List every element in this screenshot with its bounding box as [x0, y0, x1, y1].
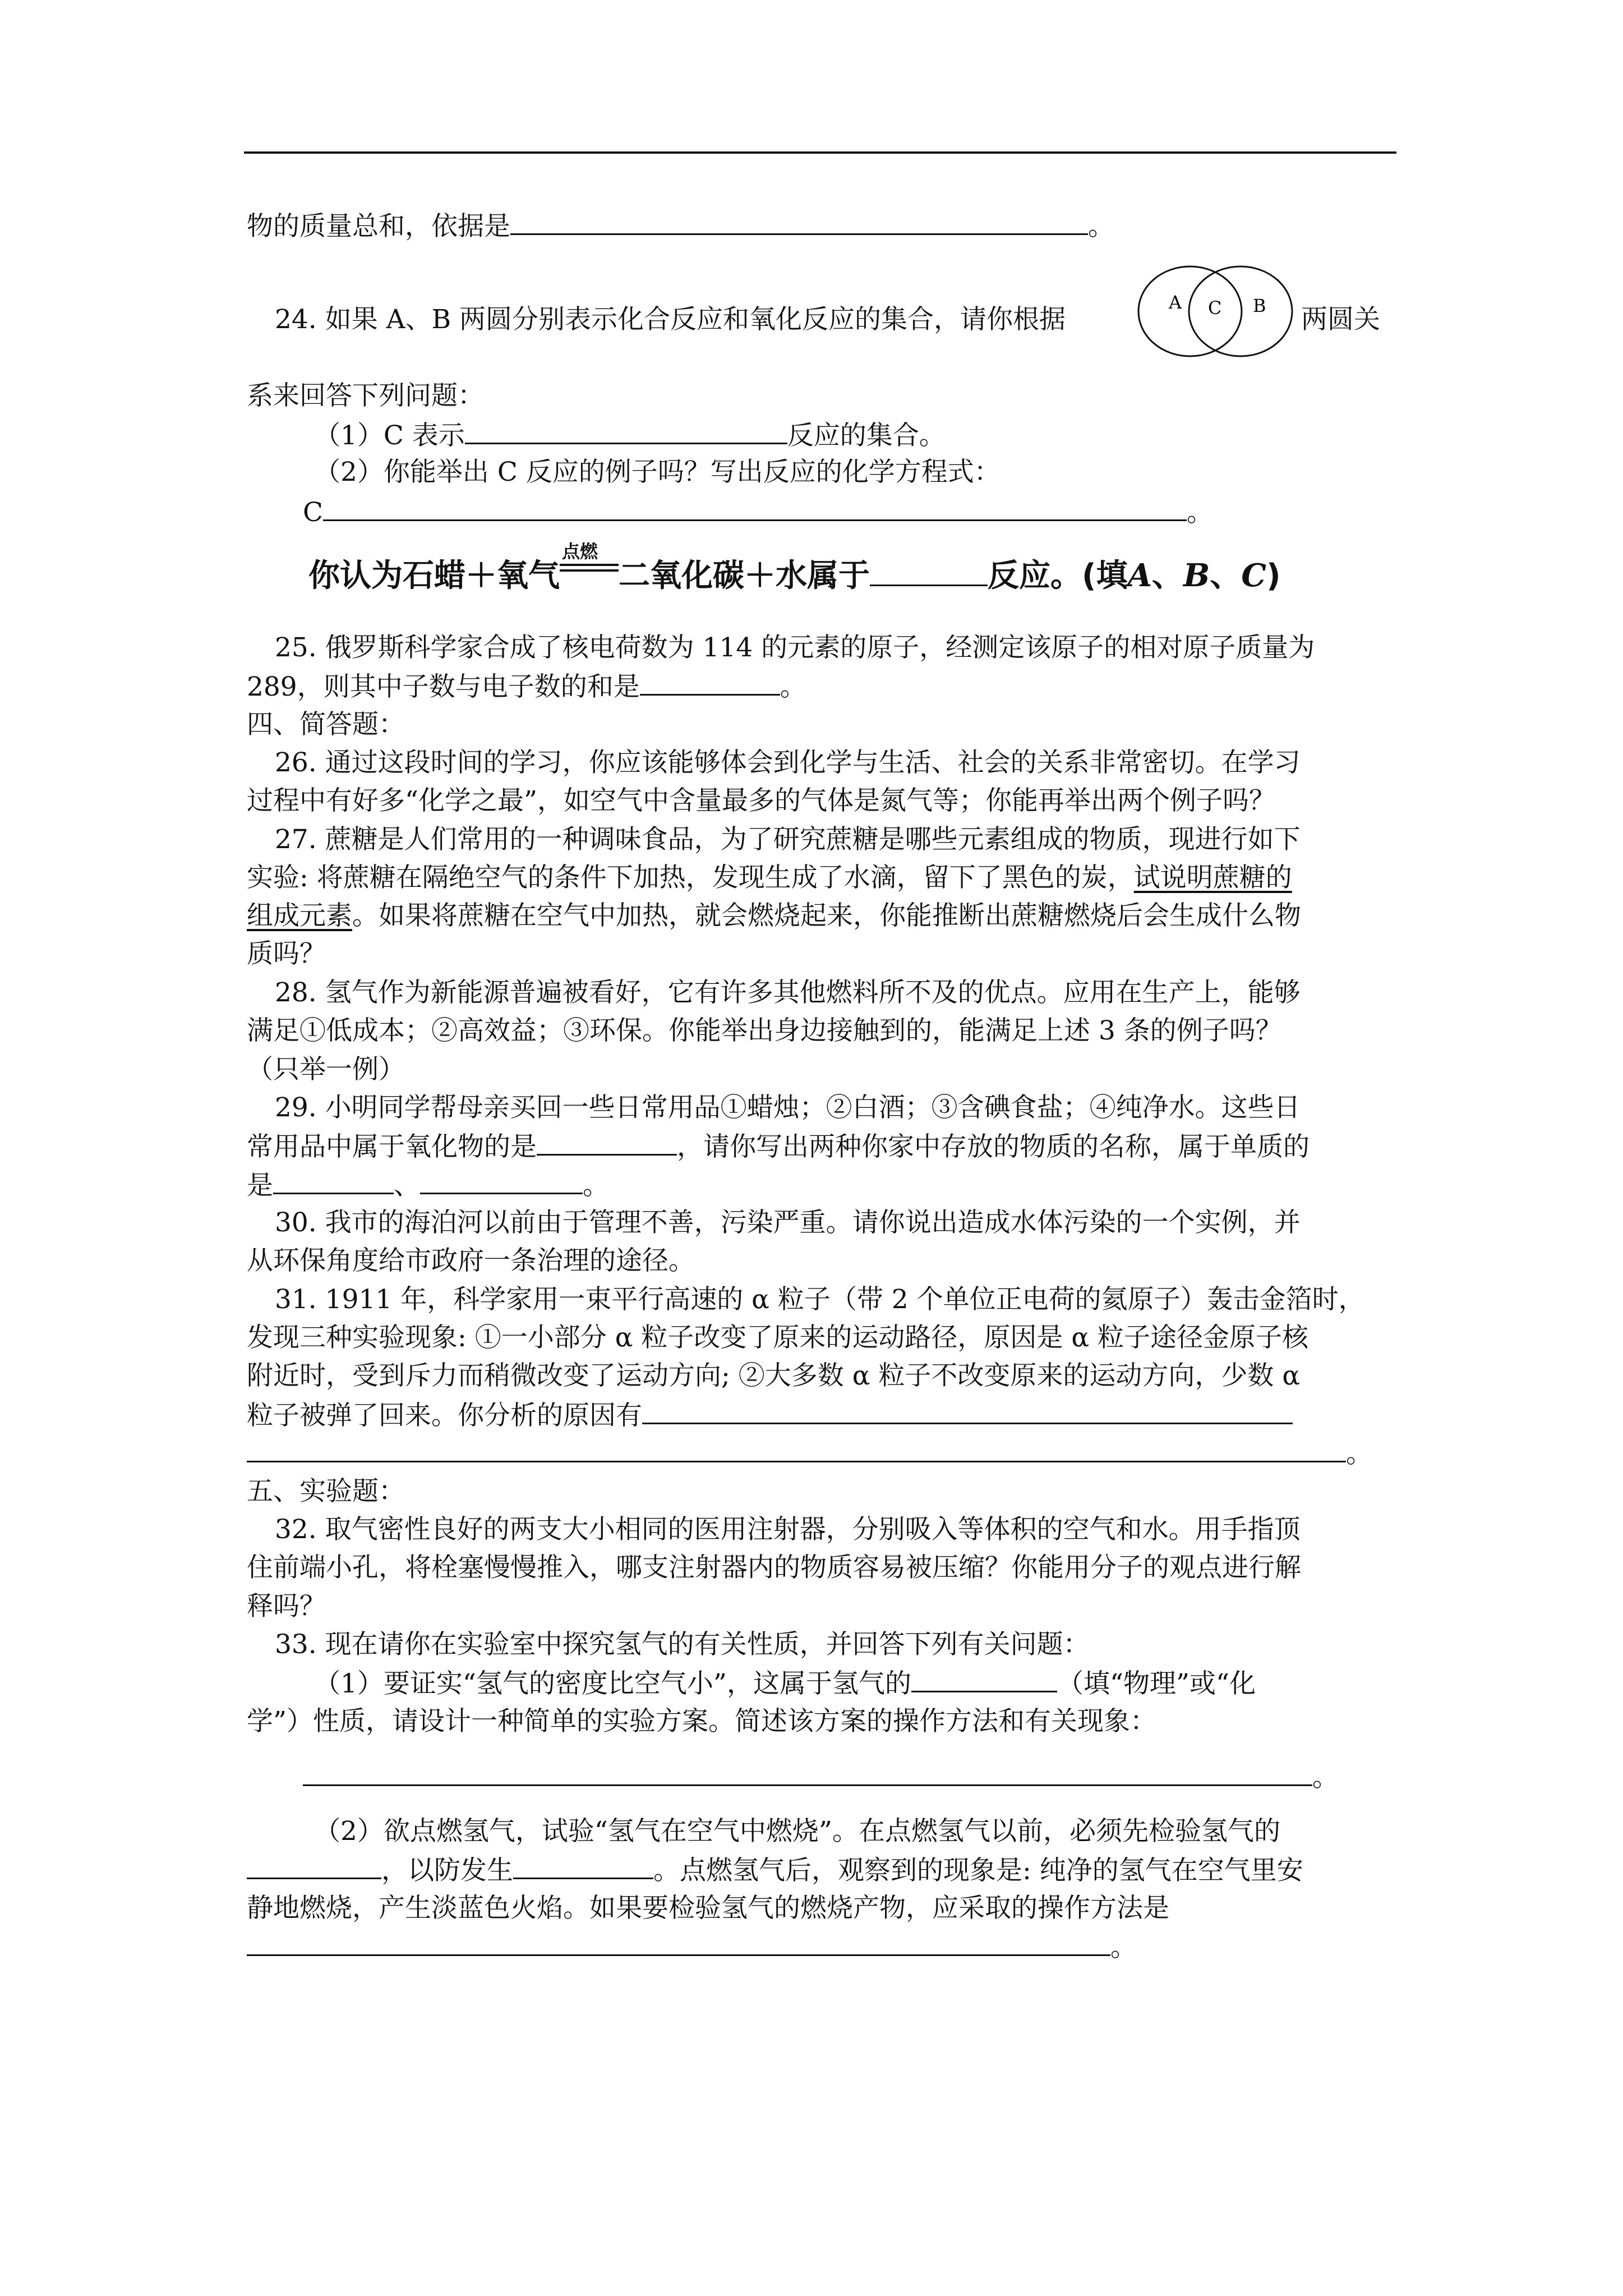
answer-blank [513, 1853, 653, 1879]
q33-part2-line1: （2）欲点燃氢气，试验“氢气在空气中燃烧”。在点燃氢气以前，必须先检验氢气的 [314, 1816, 1280, 1847]
q31-line5: 。 [247, 1436, 1372, 1471]
q31-line4: 粒子被弹了回来。你分析的原因有 [247, 1398, 1293, 1433]
q33-part2-line4: 。 [247, 1930, 1137, 1964]
answer-blank [537, 1129, 677, 1156]
answer-blank [465, 418, 787, 444]
venn-label-c: C [1208, 297, 1222, 319]
answer-blank [510, 209, 1088, 235]
continuation-line: 物的质量总和，依据是 。 [247, 209, 1114, 243]
q30-line1: 30. 我市的海泊河以前由于管理不善，污染严重。请你说出造成水体污染的一个实例，并 [275, 1207, 1301, 1238]
q27-line4: 质吗？ [247, 938, 326, 969]
q33-part1-line2: 学”）性质，请设计一种简单的实验方案。简述该方案的操作方法和有关现象： [247, 1706, 1157, 1737]
reaction-condition-arrow: 点燃 [560, 553, 619, 586]
answer-blank [323, 495, 1187, 521]
section-5-heading: 五、实验题： [247, 1476, 405, 1507]
answer-blank [303, 1760, 1312, 1786]
q29-line2: 常用品中属于氧化物的是 ，请你写出两种你家中存放的物质的名称，属于单质的 [247, 1129, 1310, 1164]
q32-line2: 住前端小孔，将栓塞慢慢推入，哪支注射器内的物质容易被压缩？你能用分子的观点进行解 [247, 1552, 1301, 1583]
q27-line2: 实验: 将蔗糖在隔绝空气的条件下加热，发现生成了水滴，留下了黑色的炭，试说明蔗糖的 [247, 862, 1292, 893]
q24-line2: 系来回答下列问题： [247, 380, 484, 411]
q31-line3: 附近时，受到斥力而稍微改变了运动方向; ②大多数 α 粒子不改变原来的运动方向，少数 α [247, 1360, 1301, 1391]
q31-line1: 31. 1911 年，科学家用一束平行高速的 α 粒子（带 2 个单位正电荷的氦原子）轰击金箔时， [275, 1284, 1365, 1315]
answer-blank [247, 1436, 1346, 1462]
reaction-question: 你认为石蜡＋氧气 点燃 二氧化碳＋水属于 反应。(填A、B、C) [308, 541, 1281, 594]
q29-line3: 是 、 。 [247, 1168, 609, 1203]
q33-part1-answer: 。 [303, 1760, 1339, 1795]
q24-line1: 24. 如果 A、B 两圆分别表示化合反应和氧化反应的集合，请你根据 [275, 304, 1066, 335]
q24-part1: （1）C 表示 反应的集合。 [314, 418, 946, 453]
q28-line2: 满足①低成本；②高效益；③环保。你能举出身边接触到的，能满足上述 3 条的例子吗？ [247, 1015, 1282, 1046]
answer-blank [247, 1930, 1110, 1956]
venn-label-a: A [1169, 292, 1182, 313]
q30-line2: 从环保角度给市政府一条治理的途径。 [247, 1245, 695, 1276]
venn-label-b: B [1253, 295, 1266, 316]
answer-blank [273, 1168, 394, 1194]
q25-line2: 289，则其中子数与电子数的和是 。 [247, 669, 806, 704]
q33-part1-line1: （1）要证实“氢气的密度比空气小”，这属于氢气的 （填“物理”或“化 [314, 1666, 1256, 1701]
q24-line1-tail: 两圆关 [1301, 304, 1380, 335]
q33-part2-line3: 静地燃烧，产生淡蓝色火焰。如果要检验氢气的燃烧产物，应采取的操作方法是 [247, 1893, 1169, 1924]
answer-blank [640, 669, 780, 696]
q32-line3: 释吗？ [247, 1591, 326, 1622]
q32-line1: 32. 取气密性良好的两支大小相同的医用注射器，分别吸入等体积的空气和水。用手指顶 [275, 1514, 1301, 1545]
q27-line3: 组成元素。如果将蔗糖在空气中加热，就会燃烧起来，你能推断出蔗糖燃烧后会生成什么物 [247, 900, 1301, 931]
header-rule [244, 151, 1396, 154]
q29-line1: 29. 小明同学帮母亲买回一些日常用品①蜡烛；②白酒；③含碘食盐；④纯净水。这些日 [275, 1092, 1301, 1123]
q33-part2-line2: ，以防发生 。点燃氢气后，观察到的现象是: 纯净的氢气在空气里安 [247, 1853, 1303, 1888]
q31-line2: 发现三种实验现象: ①一小部分 α 粒子改变了原来的运动路径，原因是 α 粒子途径金原子核 [247, 1322, 1309, 1353]
answer-blank [420, 1168, 583, 1194]
q25-line1: 25. 俄罗斯科学家合成了核电荷数为 114 的元素的原子，经测定该原子的相对原子质量为 [275, 632, 1315, 663]
q27-line1: 27. 蔗糖是人们常用的一种调味食品，为了研究蔗糖是哪些元素组成的物质，现进行如下 [275, 824, 1301, 855]
answer-blank [247, 1853, 381, 1879]
q28-line3: （只举一例） [247, 1054, 405, 1085]
answer-blank [911, 1666, 1057, 1692]
section-4-heading: 四、简答题： [247, 709, 405, 740]
q33-line1: 33. 现在请你在实验室中探究氢气的有关性质，并回答下列有关问题： [275, 1629, 1090, 1660]
q26-line2: 过程中有好多“化学之最”，如空气中含量最多的气体是氮气等；你能再举出两个例子吗？ [247, 785, 1276, 816]
q24-equation-line: C 。 [303, 495, 1213, 530]
q26-line1: 26. 通过这段时间的学习，你应该能够体会到化学与生活、社会的关系非常密切。在学习 [275, 747, 1301, 778]
q28-line1: 28. 氢气作为新能源普遍被看好，它有许多其他燃料所不及的优点。应用在生产上，能够 [275, 977, 1301, 1008]
venn-diagram [1134, 264, 1297, 359]
answer-blank [870, 553, 988, 586]
q24-part2: （2）你能举出 C 反应的例子吗？写出反应的化学方程式： [314, 457, 1000, 487]
answer-blank [642, 1398, 1293, 1424]
